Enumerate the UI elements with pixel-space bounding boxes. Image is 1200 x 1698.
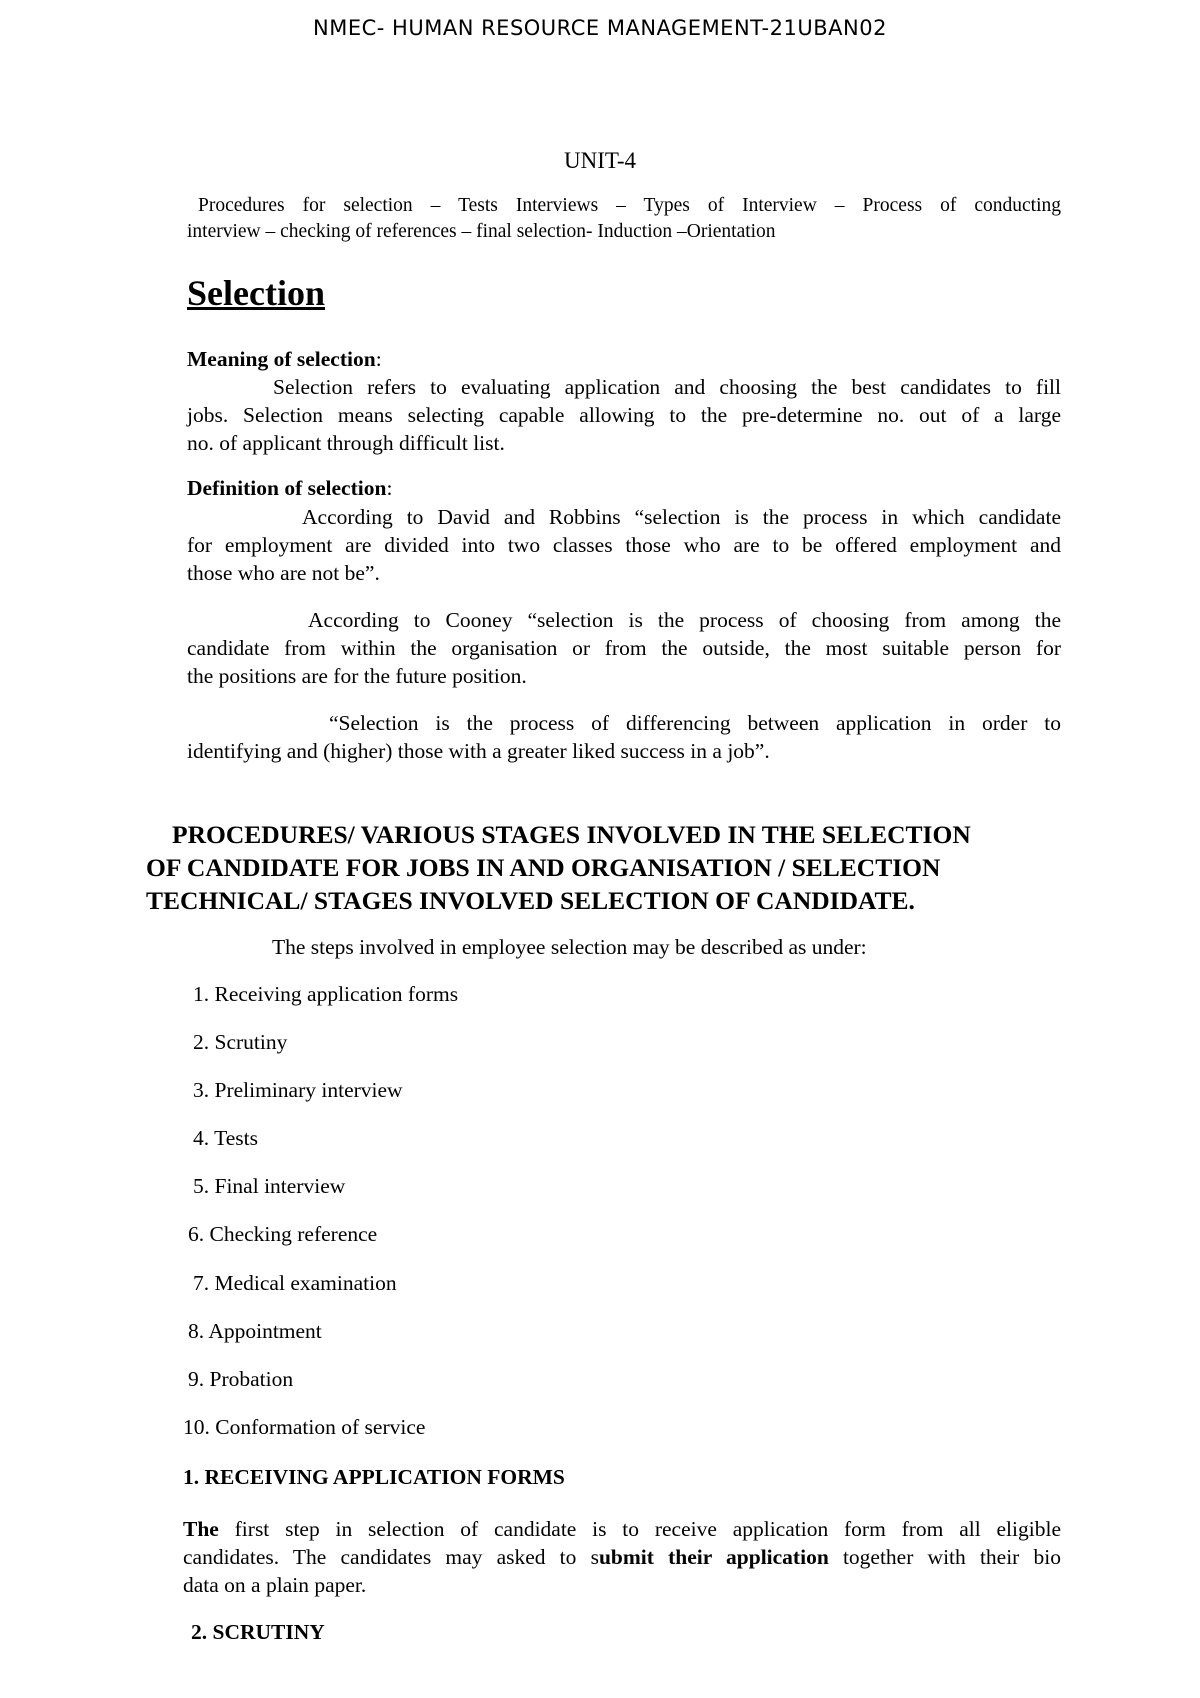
definition-para-2 [187, 606, 1061, 690]
meaning-label: Meaning of selection [187, 347, 376, 371]
section-1-line-2-pre: candidates. The candidates may asked to s [183, 1545, 599, 1569]
procedures-heading-line-2: OF CANDIDATE FOR JOBS IN AND ORGANISATION / SELECTION [146, 853, 941, 882]
definition-para-1-line-2: for employment are divided into two classes those who are to be offered employment and [187, 533, 1061, 557]
step-item: 5. Final interview [193, 1174, 346, 1198]
section-1-line-2-bold: ubmit their application [598, 1545, 829, 1569]
section-1-line-3: data on a plain paper. [183, 1573, 367, 1597]
procedures-heading-line-3: TECHNICAL/ STAGES INVOLVED SELECTION OF CANDIDATE. [146, 886, 915, 915]
meaning-line-2: jobs. Selection means selecting capable allowing to the pre-determine no. out of a large [187, 403, 1061, 427]
step-item: 1. Receiving application forms [193, 982, 459, 1006]
steps-intro: The steps involved in employee selection may be described as under: [272, 935, 867, 959]
section-1-line-2-post: together with their bio [828, 1545, 1061, 1569]
meaning-label-row [187, 345, 1061, 373]
section-1-heading: 1. RECEIVING APPLICATION FORMS [183, 1465, 565, 1489]
procedures-heading-line-1: PROCEDURES/ VARIOUS STAGES INVOLVED IN THE SELECTION [172, 820, 971, 849]
syllabus-line-2: interview – checking of references – final selection- Induction –Orientation [187, 221, 776, 242]
definition-label-row [187, 474, 1061, 502]
meaning-line-3: no. of applicant through difficult list. [187, 431, 505, 455]
meaning-colon: : [375, 347, 382, 371]
section-1-line-1-bold: The [183, 1517, 219, 1541]
step-item: 4. Tests [193, 1126, 258, 1150]
definition-label: Definition of selection [187, 476, 387, 500]
definition-para-1-line-3: those who are not be”. [187, 561, 380, 585]
procedures-heading [146, 818, 1066, 917]
definition-para-2-line-3: the positions are for the future position. [187, 664, 527, 688]
section-1-line-2 [183, 1543, 1061, 1571]
unit-title: UNIT-4 [564, 148, 636, 173]
definition-para-1 [187, 503, 1061, 587]
syllabus-block [187, 193, 1061, 245]
selection-heading: Selection [187, 273, 325, 313]
definition-colon: : [386, 476, 393, 500]
step-item: 8. Appointment [188, 1319, 322, 1343]
meaning-line-1: Selection refers to evaluating application and choosing the best candidates to fill [273, 375, 1061, 399]
step-item: 3. Preliminary interview [193, 1078, 403, 1102]
page-header: NMEC- HUMAN RESOURCE MANAGEMENT-21UBAN02 [313, 16, 887, 40]
meaning-paragraph [187, 373, 1061, 457]
step-item: 2. Scrutiny [193, 1030, 288, 1054]
step-item: 6. Checking reference [188, 1222, 378, 1246]
definition-para-3-line-2: identifying and (higher) those with a greater liked success in a job”. [187, 739, 770, 763]
definition-para-2-line-2: candidate from within the organisation or from the outside, the most suitable person for [187, 636, 1061, 660]
step-item: 9. Probation [188, 1367, 294, 1391]
section-1-line-1-rest: first step in selection of candidate is to receive application form from all eligible [218, 1517, 1061, 1541]
section-1-line-1 [183, 1515, 1061, 1543]
section-1-paragraph [183, 1515, 1061, 1599]
definition-para-3-line-1: “Selection is the process of differencing between application in order to [329, 711, 1061, 735]
step-item: 7. Medical examination [193, 1271, 397, 1295]
definition-para-2-line-1: According to Cooney “selection is the process of choosing from among the [308, 608, 1061, 632]
section-2-heading: 2. SCRUTINY [191, 1620, 325, 1644]
step-item: 10. Conformation of service [183, 1415, 426, 1439]
syllabus-line-1: Procedures for selection – Tests Interviews – Types of Interview – Process of conducting [198, 195, 1061, 216]
definition-para-1-line-1: According to David and Robbins “selection is the process in which candidate [302, 505, 1061, 529]
definition-para-3 [187, 709, 1061, 765]
